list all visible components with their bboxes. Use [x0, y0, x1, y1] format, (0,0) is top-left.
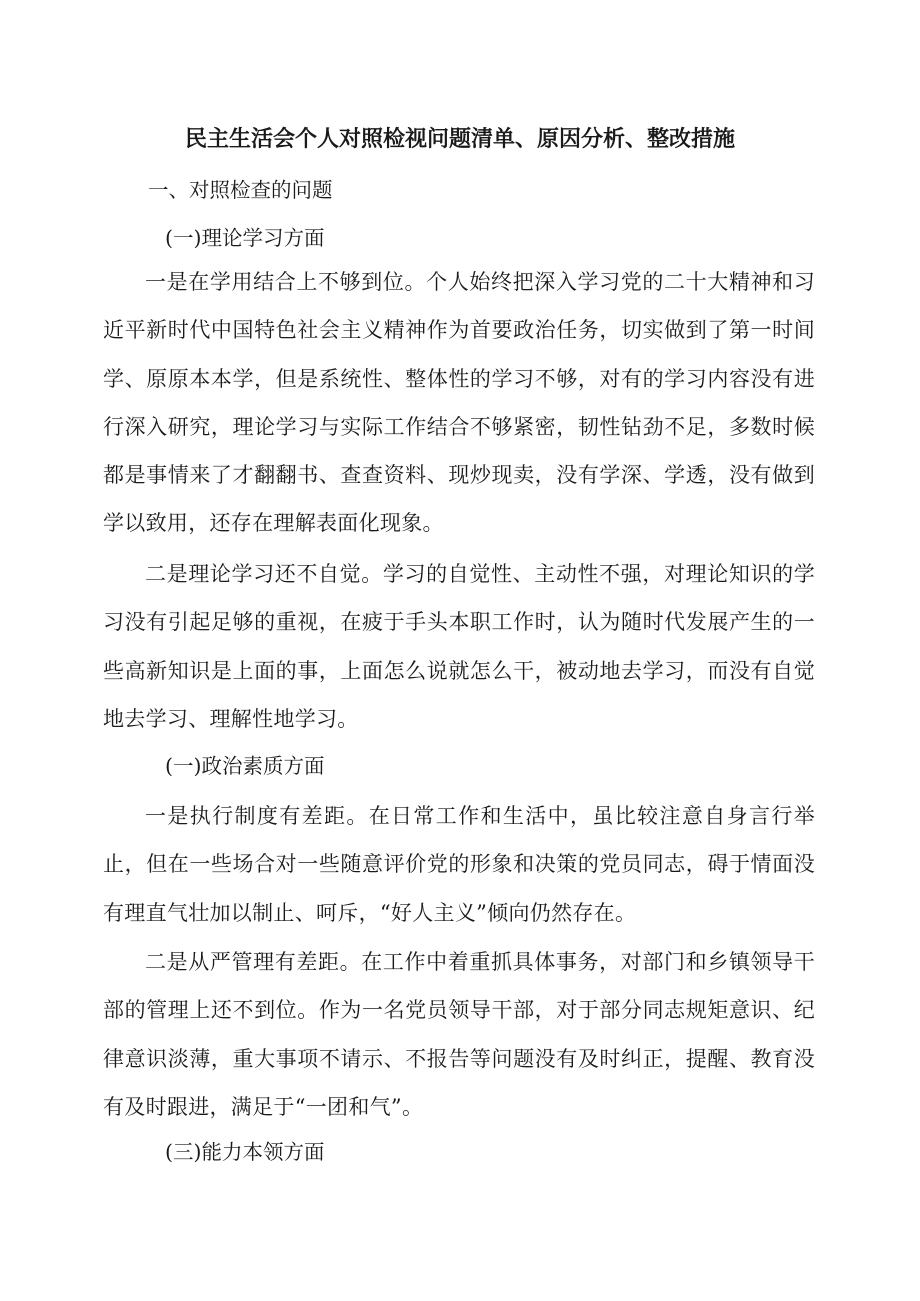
- section-heading-problems: 一、对照检查的问题: [148, 178, 333, 202]
- paragraph-political-1: 一是执行制度有差距。在日常工作和生活中，虽比较注意自身言行举止，但在一些场合对一些随意评价党的形象和决策的党员同志，碍于情面没有理直气壮加以制止、呵斥，“好人主义”倾向仍然存在。: [103, 804, 815, 925]
- paragraph-theory-1: 一是在学用结合上不够到位。个人始终把深入学习党的二十大精神和习近平新时代中国特色社会主义精神作为首要政治任务，切实做到了第一时间学、原原本本学，但是系统性、整体性的学习不够，对有的学习内容没有进行深入研究，理论学习与实际工作结合不够紧密，韧性钻劲不足，多数时候都是事情来了才翻翻书、查查资料、现炒现卖，没有学深、学透，没有做到学以致用，还存在理解表面化现象。: [103, 270, 815, 536]
- document-title: 民主生活会个人对照检视问题清单、原因分析、整改措施: [184, 127, 735, 152]
- paragraph-theory-2: 二是理论学习还不自觉。学习的自觉性、主动性不强，对理论知识的学习没有引起足够的重视，在疲于手头本职工作时，认为随时代发展产生的一些高新知识是上面的事，上面怎么说就怎么干，被动地去学习，而没有自觉地去学习、理解性地学习。: [103, 562, 815, 731]
- subsection-heading-theory-study: (一)理论学习方面: [165, 226, 325, 250]
- subsection-heading-political-quality: (一)政治素质方面: [165, 754, 325, 778]
- paragraph-political-2: 二是从严管理有差距。在工作中着重抓具体事务，对部门和乡镇领导干部的管理上还不到位。作为一名党员领导干部，对于部分同志规矩意识、纪律意识淡薄，重大事项不请示、不报告等问题没有及时纠正，提醒、教育没有及时跟进，满足于“一团和气”。: [103, 950, 815, 1119]
- subsection-heading-ability: (三)能力本领方面: [165, 1140, 325, 1164]
